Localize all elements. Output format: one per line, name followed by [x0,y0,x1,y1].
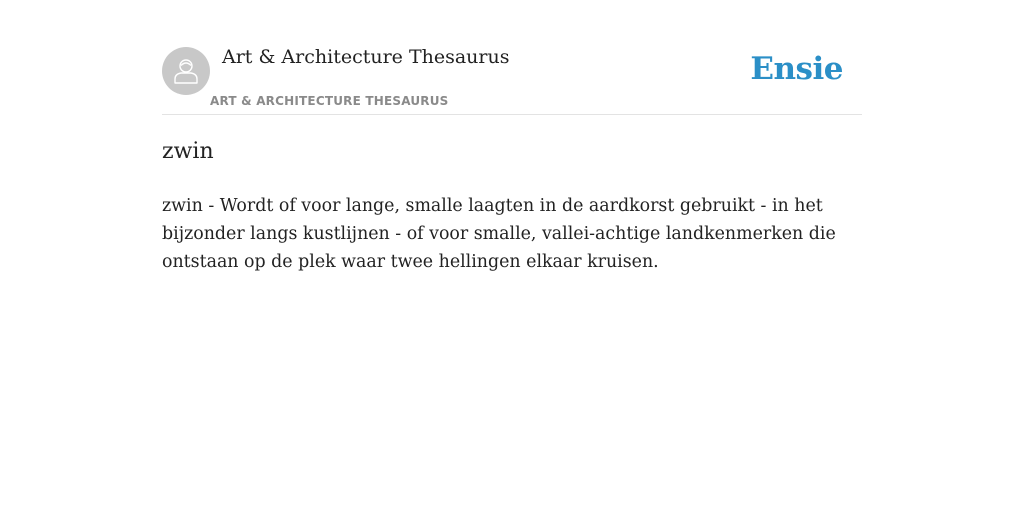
header [162,0,862,115]
page-container [162,0,862,272]
ensie-logo[interactable]: Ensie [750,51,843,87]
definition-text: zwin - Wordt of voor lange, smalle laagten in de aardkorst gebruikt - in het bijzonder langs kustlijnen - of voor smalle, vallei-achtige landkenmerken die ontstaan op de plek waar twee hellingen elkaar kruisen. [162,196,836,272]
source-subtitle: ART & ARCHITECTURE THESAURUS [210,94,449,108]
avatar[interactable] [162,47,210,95]
user-icon [171,56,201,86]
source-title[interactable]: Art & Architecture Thesaurus [222,46,510,68]
term-title: zwin [162,139,214,164]
